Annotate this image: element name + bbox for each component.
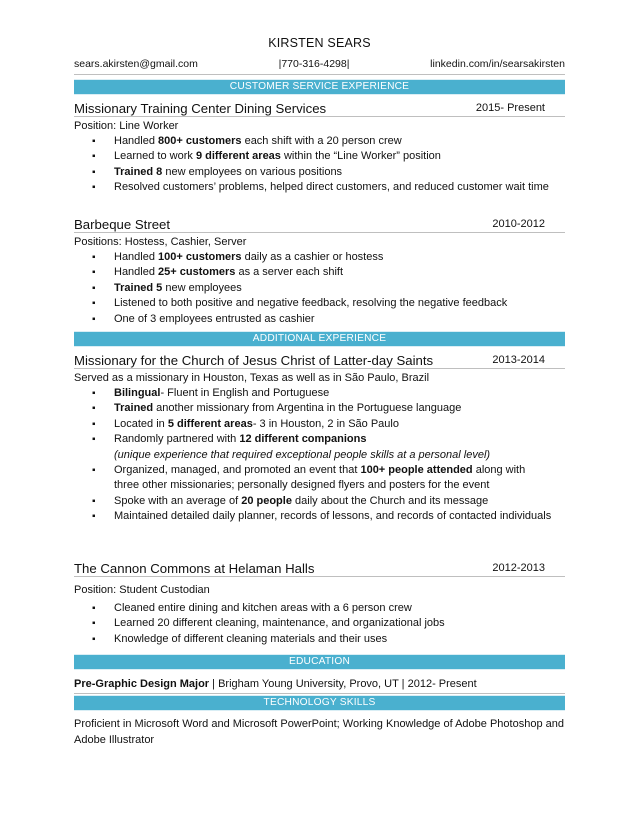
list-item: ▪ Learned to work 9 different areas within the “Line Worker” position	[74, 149, 565, 164]
section-header-education: EDUCATION	[74, 654, 565, 670]
job-dates: 2010-2012	[492, 218, 545, 230]
job-position: Served as a missionary in Houston, Texas as well as in São Paulo, Brazil	[74, 372, 430, 384]
job-barbeque-street	[74, 212, 565, 327]
job-dates: 2012-2013	[492, 562, 545, 574]
list-item: ▪ Trained another missionary from Argentina in the Portuguese language	[74, 401, 565, 416]
list-item: ▪ One of 3 employees entrusted as cashier	[74, 312, 565, 327]
job-position: Position: Line Worker	[74, 120, 179, 132]
phone-text: |770-316-4298|	[278, 58, 350, 70]
list-item: ▪ Learned 20 different cleaning, maintenance, and organizational jobs	[74, 616, 565, 631]
list-item: ▪ Handled 100+ customers daily as a cashier or hostess	[74, 250, 565, 265]
job-dates: 2015- Present	[475, 102, 545, 114]
job-bullets	[74, 134, 565, 196]
job-header	[74, 556, 565, 577]
list-item: ▪ Handled 800+ customers each shift with a 20 person crew	[74, 134, 565, 149]
section-header-customer-service: CUSTOMER SERVICE EXPERIENCE	[74, 79, 565, 95]
education-line	[74, 676, 565, 692]
degree-text: Pre-Graphic Design Major	[74, 678, 210, 690]
list-item: ▪ Knowledge of different cleaning materials and their uses	[74, 632, 565, 647]
job-mtc-dining	[74, 96, 565, 196]
job-header	[74, 96, 565, 117]
section-header-additional: ADDITIONAL EXPERIENCE	[74, 331, 565, 347]
job-bullets	[74, 386, 565, 525]
list-item: ▪ Resolved customers’ problems, helped direct customers, and reduced customer wait time	[74, 180, 565, 195]
contact-line	[74, 58, 565, 70]
job-title: Missionary for the Church of Jesus Christ of Latter-day Saints	[74, 353, 434, 368]
job-cannon-commons	[74, 556, 565, 647]
list-item: ▪ Located in 5 different areas- 3 in Houston, 2 in São Paulo	[74, 417, 565, 432]
email-text: sears.akirsten@gmail.com	[74, 58, 198, 70]
job-position: Positions: Hostess, Cashier, Server	[74, 236, 247, 248]
job-dates: 2013-2014	[492, 354, 545, 366]
section-header-technology: TECHNOLOGY SKILLS	[74, 695, 565, 711]
divider	[74, 693, 565, 694]
list-item: ▪ Listened to both positive and negative feedback, resolving the negative feedback	[74, 296, 565, 311]
linkedin-text: linkedin.com/in/searsakirsten	[430, 58, 565, 70]
list-item: ▪ Maintained detailed daily planner, records of lessons, and records of contacted individuals	[74, 509, 565, 524]
list-item: ▪ Spoke with an average of 20 people daily about the Church and its message	[74, 494, 565, 509]
list-item: ▪ Cleaned entire dining and kitchen areas with a 6 person crew	[74, 601, 565, 616]
list-item: ▪ Trained 8 new employees on various positions	[74, 165, 565, 180]
job-title: Barbeque Street	[74, 217, 171, 232]
job-position: Position: Student Custodian	[74, 584, 210, 596]
note-text: (unique experience that required exceptional people skills at a personal level)	[114, 448, 491, 461]
list-item: ▪ Randomly partnered with 12 different companions (unique experience that required exceptional people skills at a personal level)	[74, 432, 565, 463]
list-item: ▪ Trained 5 new employees	[74, 281, 565, 296]
candidate-name: KIRSTEN SEARS	[268, 36, 371, 50]
list-item: ▪ Bilingual- Fluent in English and Portuguese	[74, 386, 565, 401]
list-item: ▪ Handled 25+ customers as a server each shift	[74, 265, 565, 280]
list-item: ▪ Organized, managed, and promoted an event that 100+ people attended along with three other missionaries; personally designed flyers and posters for the event	[74, 463, 565, 494]
job-header	[74, 348, 565, 369]
technology-text: Proficient in Microsoft Word and Microsoft PowerPoint; Working Knowledge of Adobe Photoshop and Adobe Illustrator	[74, 718, 564, 746]
job-title: Missionary Training Center Dining Services	[74, 101, 327, 116]
school-text: | Brigham Young University, Provo, UT | 2012- Present	[209, 678, 477, 690]
job-missionary	[74, 348, 565, 525]
job-bullets	[74, 250, 565, 327]
job-title: The Cannon Commons at Helaman Halls	[74, 561, 315, 576]
job-bullets	[74, 601, 565, 647]
divider	[74, 74, 565, 75]
job-header	[74, 212, 565, 233]
